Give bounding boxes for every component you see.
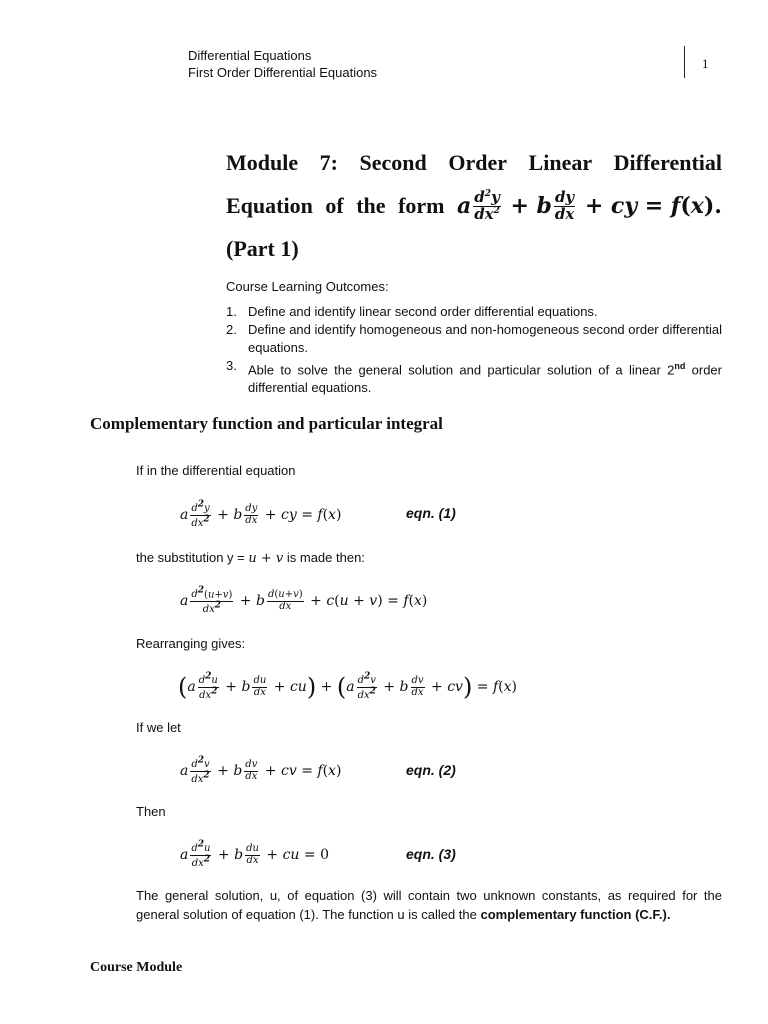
if-we-let-text: If we let [136,720,181,735]
title-equation: a $\frac{d^2y}{dx^2}$ + b $\frac{dy}{dx}$ + cy = f ( x ). [457,187,722,223]
footer-course-module: Course Module [90,960,183,975]
module-title [226,144,722,268]
equation-1-label: eqn. (1) [406,505,456,521]
equation-2: a $\frac{d^2v}{dx^2}$ + b $\frac{dv}{dx}$ + cv = f ( x ) [180,755,342,785]
header-subject: Differential Equations [188,48,312,63]
equation-3: a $\frac{d^2u}{dx^2}$ + b $\frac{du}{dx}$ + cu = 0 [180,839,329,869]
equation-2-label: eqn. (2) [406,762,456,778]
title-line-1: Module 7: Second Order Linear Differential [226,150,722,175]
equation-1: a $\frac{d^2y}{dx^2}$ + b $\frac{dy}{dx}$ + cy = f ( x ) [180,499,342,529]
outcome-item: 2. Define and identify homogeneous and non-homogeneous second order differential equations. [226,322,722,355]
outcomes-heading: Course Learning Outcomes: [226,279,389,294]
header-topic: First Order Differential Equations [188,65,378,80]
title-line-2: Equation of the form a $\frac{d^2y}{dx^2}$ + b $\frac{dy}{dx}$ + cy = f ( x ). [226,182,722,230]
header-divider [684,46,685,78]
outcome-item: 1. Define and identify linear second order differential equations. [226,304,598,319]
conclusion-paragraph: The general solution, u, of equation (3) will contain two unknown constants, as required for the general solution of equation (1). The function u is called the complementary function (C.F.). [136,888,722,922]
outcome-item: 3. Able to solve the general solution and particular solution of a linear 2nd order differential equations. [226,358,722,396]
intro-text: If in the differential equation [136,463,296,478]
page-number: 1 [702,56,709,71]
complementary-function-term: complementary function (C.F.). [480,907,671,922]
then-text: Then [136,804,166,819]
substituted-equation: a $\frac{d^2(u+v)}{dx^2}$ + b $\frac{d(u+v)}{dx}$ + c ( u + v ) = f ( x ) [180,585,428,615]
title-line-3: (Part 1) [226,236,299,261]
substitution-text: the substitution y = u + v is made then: [136,550,365,566]
rearranged-equation: ( a $\frac{d^2u}{dx^2}$ + b $\frac{du}{dx}$ + cu ) + ( a $\frac{d^2v}{dx^2}$ + b $\frac{dv}{dx}$ + cv ) = f ( x ) [178,671,517,701]
section-heading: Complementary function and particular integral [90,414,443,433]
rearranging-text: Rearranging gives: [136,636,246,651]
outcomes-list [226,303,722,397]
equation-3-label: eqn. (3) [406,846,456,862]
